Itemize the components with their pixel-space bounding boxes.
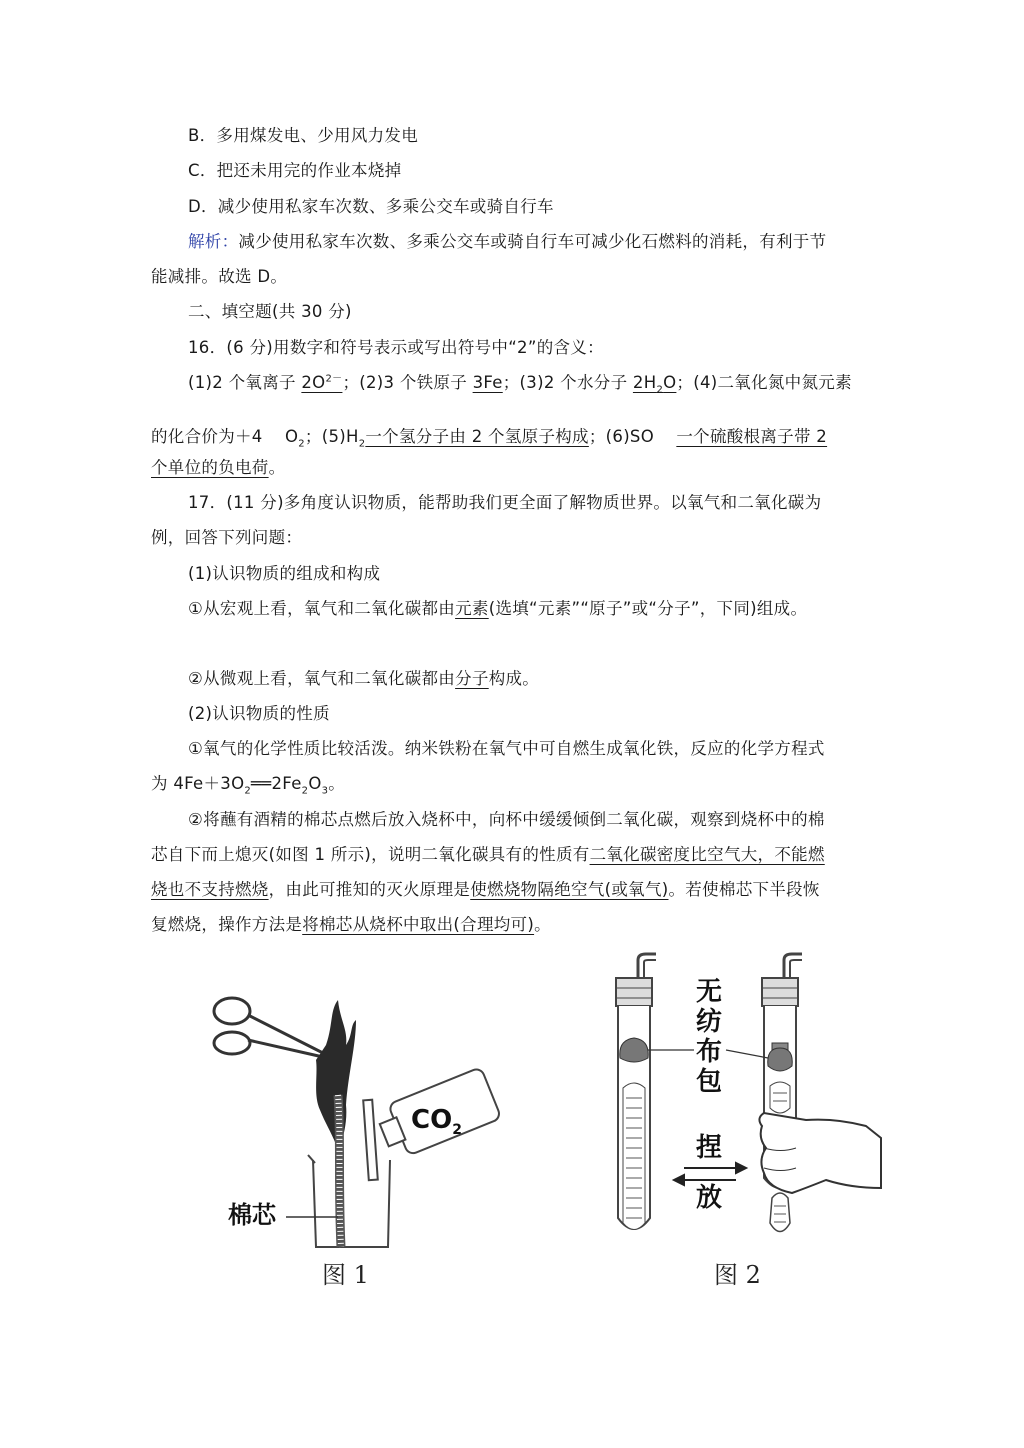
figure-2-drawing [596, 948, 886, 1248]
figure-2-caption: 图 2 [714, 1261, 761, 1289]
option-b: B．多用煤发电、少用风力发电 [188, 126, 419, 145]
q17-part1-2: ②从微观上看，氧气和二氧化碳都由分子构成。 [188, 669, 540, 688]
q17-part2-2-line3: 烧也不支持燃烧，由此可推知的灭火原理是使燃烧物隔绝空气(或氧气)。若使棉芯下半段恢 [151, 880, 820, 899]
co2-label: $CO_2$ [411, 1105, 462, 1138]
q17-part2-1-line1: ①氧气的化学性质比较活泼。纳米铁粉在氧气中可自燃生成氧化铁，反应的化学方程式 [188, 739, 825, 758]
figure-1 [198, 985, 503, 1250]
analysis-line-1: 解析：减少使用私家车次数、多乘公交车或骑自行车可减少化石燃料的消耗，有利于节 [188, 232, 827, 251]
release-label: 放 [696, 1183, 723, 1213]
q17-part2-2-line1: ②将蘸有酒精的棉芯点燃后放入烧杯中，向杯中缓缓倾倒二氧化碳，观察到烧杯中的棉 [188, 810, 825, 829]
q17-part1-1: ①从宏观上看，氧气和二氧化碳都由元素(选填“元素”“原子”或“分子”，下同)组成。 [188, 599, 808, 618]
q17-equation: 为 $4Fe+3O_2══2Fe_2O_3$。 [151, 774, 346, 797]
q17-answer-element: 元素 [455, 599, 489, 618]
bag-label-4: 包 [696, 1067, 723, 1097]
q17-part2-2-line4: 复燃烧，操作方法是将棉芯从烧杯中取出(合理均可)。 [151, 915, 551, 934]
squeeze-label: 捏 [696, 1133, 723, 1163]
analysis-label: 解析： [188, 232, 239, 251]
q16-answer-1: $2O^{2-}$ [301, 373, 343, 392]
q16-answer-3: $2H_2O$ [632, 373, 677, 396]
q17-part2-2-line2: 芯自下而上熄灭(如图 1 所示)，说明二氧化碳具有的性质有二氧化碳密度比空气大，不能燃 [151, 845, 825, 864]
beaker-icon [313, 1160, 390, 1247]
bag-label-3: 布 [696, 1037, 723, 1067]
option-c: C．把还未用完的作业本烧掉 [188, 161, 402, 180]
q16-stem: 16．(6 分)用数字和符号表示或写出符号中“2”的含义： [188, 338, 604, 357]
hand-icon [759, 1113, 881, 1193]
q16-answer-2: 3Fe [472, 373, 503, 392]
figure-2 [596, 948, 886, 1248]
analysis-line-2: 能减排。故选 D。 [151, 267, 288, 286]
option-d: D．减少使用私家车次数、多乘公交车或骑自行车 [188, 197, 554, 216]
q16-line-1: (1)2 个氧离子 $2O^{2-}$；(2)3 个铁原子 3Fe；(3)2 个水分子 $2H_2O$；(4)二氧化氮中氮元素 [188, 373, 852, 396]
bag-label-2: 纺 [696, 1007, 723, 1037]
bag-label-1: 无 [696, 977, 723, 1007]
wick-label: 棉芯 [228, 1201, 276, 1229]
q16-line-3: 个单位的负电荷。 [151, 458, 286, 477]
arrows-icon [674, 1163, 746, 1185]
test-tube-left-icon [616, 954, 656, 1230]
scissors-icon [214, 998, 250, 1024]
figure-1-caption: 图 1 [322, 1261, 369, 1289]
figure-1-drawing [198, 985, 503, 1250]
q17-stem-2: 例，回答下列问题： [151, 528, 303, 547]
q16-answer-5: 一个氢分子由 2 个氢原子构成 [365, 427, 589, 446]
q17-stem-1: 17．(11 分)多角度认识物质，能帮助我们更全面了解物质世界。以氧气和二氧化碳为 [188, 493, 822, 512]
q17-answer-molecule: 分子 [455, 669, 489, 688]
q17-part2-title: (2)认识物质的性质 [188, 704, 330, 723]
q17-part1-title: (1)认识物质的组成和构成 [188, 564, 381, 583]
section-title: 二、填空题(共 30 分) [188, 302, 352, 321]
q16-line-2: 的化合价为＋4 $O_2$；$(5)H_2$一个氢分子由 2 个氢原子构成；(6)SO 一个硫酸根离子带 2 [151, 427, 828, 450]
q16-answer-6: 一个硫酸根离子带 2 [676, 427, 828, 446]
